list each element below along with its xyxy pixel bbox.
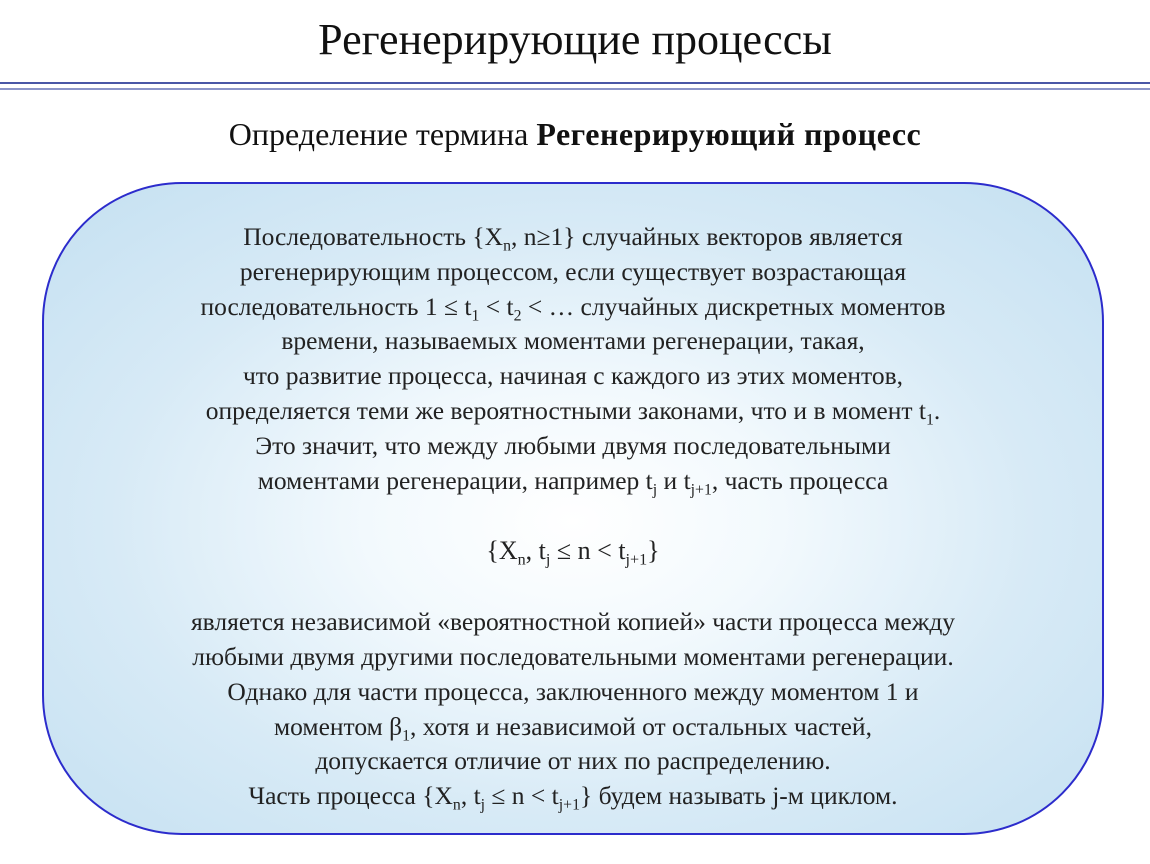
definition-line-1: Последовательность {$X_n$, n≥1} случайных векторов является: [243, 222, 903, 255]
definition-line-9: является независимой «вероятностной копией» части процесса между: [190, 607, 956, 637]
spacer: [42, 569, 1104, 605]
definition-line-4: времени, называемых моментами регенерации, такая,: [281, 326, 865, 356]
definition-line-14: Часть процесса {$X_n$, $t_j \le n < t_{j+1}$} будем называть j-м циклом.: [248, 781, 898, 814]
title-divider-light: [0, 88, 1150, 90]
definition-line-12: моментом $\beta_1$, хотя и независимой от остальных частей,: [274, 711, 872, 745]
definition-line-6: определяется теми же вероятностными законами, что и в момент $t_1$.: [205, 395, 941, 429]
definition-line-13: допускается отличие от них по распределению.: [315, 746, 831, 776]
definition-line-10: любыми двумя другими последовательными моментами регенерации.: [192, 641, 954, 671]
definition-line-7: Это значит, что между любыми двумя последовательными: [255, 430, 891, 460]
definition-line-2: регенерирующим процессом, если существует возрастающая: [239, 256, 907, 286]
slide-title: Регенерирующие процессы: [318, 15, 832, 64]
definition-line-8: моментами регенерации, например $t_j$ и $t_{j+1}$, часть процесса: [257, 465, 889, 499]
definition-line-3: последовательность $1 \le t_1 < t_2$ < … случайных дискретных моментов: [200, 291, 946, 325]
title-divider-dark: [0, 82, 1150, 84]
cycle-formula: {$X_n$, $t_j \le n < t_{j+1}$}: [486, 536, 660, 570]
definition-line-11: Однако для части процесса, заключенного между моментом 1 и: [227, 676, 919, 706]
definition-text: [42, 220, 1104, 814]
spacer: [42, 498, 1104, 534]
subtitle-term: Регенерирующий процесс: [536, 116, 922, 152]
definition-line-5: что развитие процесса, начиная с каждого из этих моментов,: [242, 361, 904, 391]
slide-subtitle: [0, 116, 1150, 153]
subtitle-prefix: Определение термина: [228, 116, 529, 152]
